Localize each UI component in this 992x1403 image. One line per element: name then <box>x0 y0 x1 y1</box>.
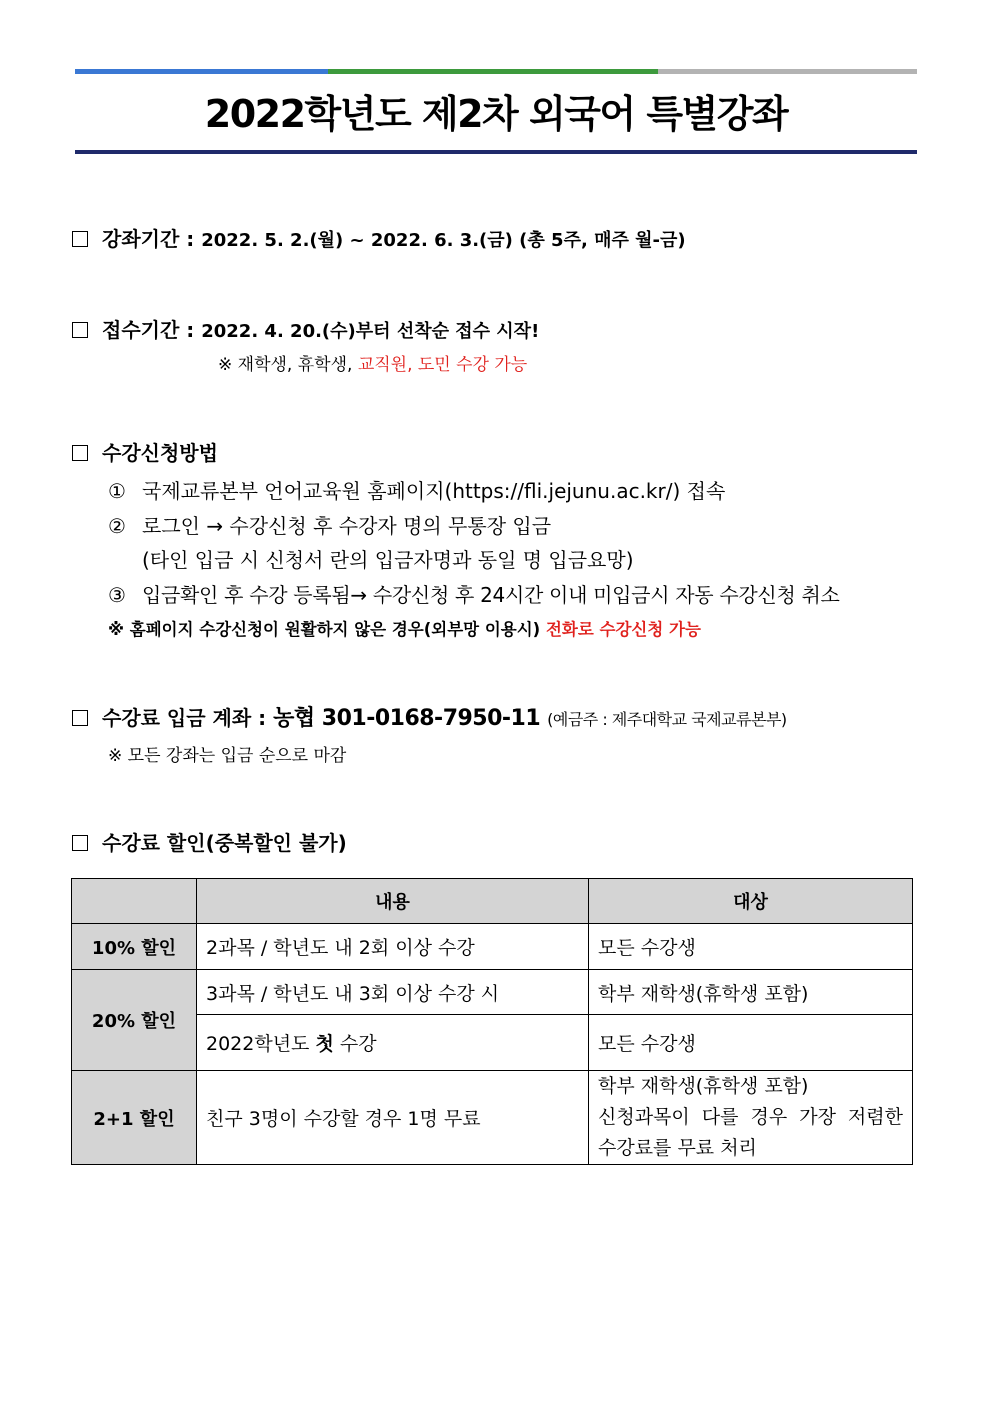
registration-note-red: 교직원, 도민 수강 가능 <box>357 355 528 375</box>
discount-label: 10% 할인 <box>72 924 197 970</box>
step-text: (타인 입금 시 신청서 란의 입금자명과 동일 명 입금요망) <box>142 548 634 572</box>
apply-step-2-sub <box>108 545 634 575</box>
discount-target: 모든 수강생 <box>589 924 913 970</box>
period-label: 강좌기간 : <box>102 227 195 251</box>
apply-step-2 <box>108 511 551 541</box>
checkbox-square-icon <box>72 445 88 461</box>
checkbox-square-icon <box>72 835 88 851</box>
table-header-row <box>72 879 913 924</box>
checkbox-square-icon <box>72 710 88 726</box>
table-row <box>72 1071 913 1165</box>
section-period <box>72 225 686 255</box>
account-note: ※ 모든 강좌는 입금 순으로 마감 <box>108 746 347 766</box>
apply-heading: 수강신청방법 <box>102 441 218 465</box>
title-underline <box>75 150 917 154</box>
discount-target <box>589 1071 913 1165</box>
step-number: ③ <box>108 583 126 607</box>
discount-content: 2과목 / 학년도 내 2회 이상 수강 <box>197 924 589 970</box>
content-suffix: 수강 <box>333 1033 377 1055</box>
header-bar-gray <box>658 69 917 74</box>
discount-heading: 수강료 할인(중복할인 불가) <box>102 831 347 855</box>
apply-note-red: 전화로 수강신청 가능 <box>545 620 701 639</box>
discount-content: 친구 3명이 수강할 경우 1명 무료 <box>197 1071 589 1165</box>
registration-label: 접수기간 : <box>102 318 195 342</box>
checkbox-square-icon <box>72 322 88 338</box>
section-discount <box>72 829 347 857</box>
step-number: ① <box>108 479 126 503</box>
table-header-content: 내용 <box>197 879 589 924</box>
target-line: 신청과목이 다를 경우 가장 저렴한 <box>598 1106 903 1128</box>
apply-step-3 <box>108 580 840 610</box>
section-account <box>72 704 787 734</box>
discount-table <box>71 878 913 1165</box>
header-color-bar <box>75 69 917 74</box>
registration-note <box>218 352 527 378</box>
step-text: 로그인 → 수강신청 후 수강자 명의 무통장 입금 <box>142 514 552 538</box>
discount-label: 20% 할인 <box>72 970 197 1071</box>
target-line: 학부 재학생(휴학생 포함) <box>598 1075 809 1097</box>
discount-content: 3과목 / 학년도 내 3회 이상 수강 시 <box>197 970 589 1015</box>
registration-note-black: ※ 재학생, 휴학생, <box>218 355 353 375</box>
target-line: 수강료를 무료 처리 <box>598 1137 757 1159</box>
apply-note <box>108 617 701 643</box>
account-number: 농협 301-0168-7950-11 <box>273 706 541 731</box>
content-emphasis: 첫 <box>315 1033 334 1055</box>
apply-note-black: ※ 홈페이지 수강신청이 원활하지 않은 경우(외부망 이용시) <box>108 620 541 639</box>
account-owner: (예금주 : 제주대학교 국제교류본부) <box>547 710 787 729</box>
section-apply <box>72 439 218 467</box>
apply-step-1 <box>108 476 725 506</box>
content-prefix: 2022학년도 <box>206 1033 316 1055</box>
header-bar-green <box>328 69 658 74</box>
discount-content <box>197 1015 589 1071</box>
account-label: 수강료 입금 계좌 : <box>102 706 267 730</box>
table-row <box>72 970 913 1015</box>
registration-value: 2022. 4. 20.(수)부터 선착순 접수 시작! <box>201 321 540 342</box>
discount-label: 2+1 할인 <box>72 1071 197 1165</box>
table-row <box>72 924 913 970</box>
table-header-empty <box>72 879 197 924</box>
step-text: 입금확인 후 수강 등록됨→ 수강신청 후 24시간 이내 미입금시 자동 수강신청 취소 <box>142 583 840 607</box>
period-value: 2022. 5. 2.(월) ~ 2022. 6. 3.(금) (총 5주, 매주 월-금) <box>201 230 686 251</box>
table-header-target: 대상 <box>589 879 913 924</box>
section-registration <box>72 316 539 346</box>
step-number: ② <box>108 514 126 538</box>
header-bar-blue <box>75 69 328 74</box>
discount-target: 학부 재학생(휴학생 포함) <box>589 970 913 1015</box>
discount-target: 모든 수강생 <box>589 1015 913 1071</box>
checkbox-square-icon <box>72 231 88 247</box>
page-title: 2022학년도 제2차 외국어 특별강좌 <box>204 92 788 136</box>
step-text: 국제교류본부 언어교육원 홈페이지(https://fli.jejunu.ac.kr/) 접속 <box>142 479 726 503</box>
table-row <box>72 1015 913 1071</box>
